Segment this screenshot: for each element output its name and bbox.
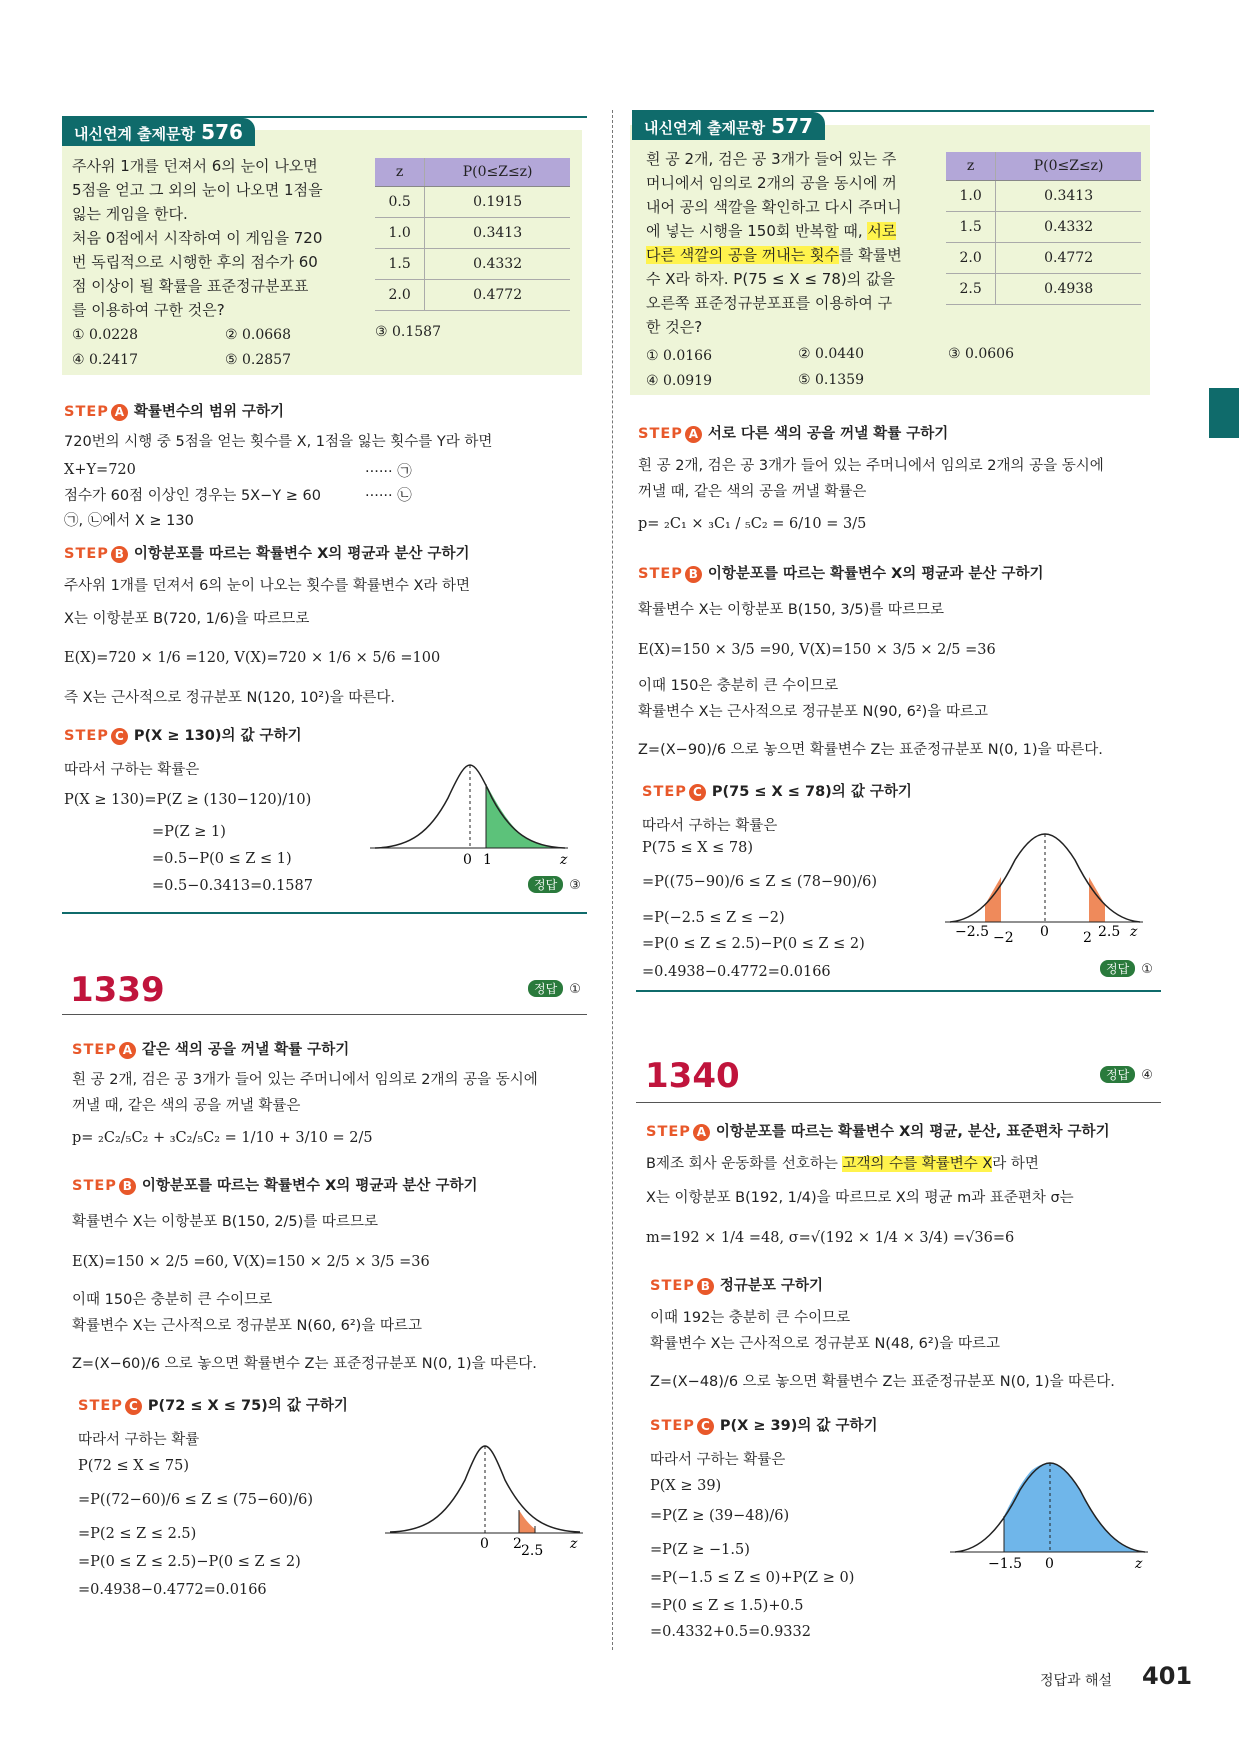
solution-line: 흰 공 2개, 검은 공 3개가 들어 있는 주머니에서 임의로 2개의 공을 동시에: [638, 458, 1104, 474]
problem-line: 처음 0점에서 시작하여 이 게임을 720: [72, 229, 323, 247]
step-a-1340: STEP A 이항분포를 따르는 확률변수 X의 평균, 분산, 표준편차 구하기: [646, 1124, 1110, 1140]
problem-577-tag: [632, 112, 825, 140]
axis-label: z: [1130, 924, 1138, 940]
step-c-1340: STEP C P(X ≥ 39)의 값 구하기: [650, 1418, 878, 1434]
table-header: z: [375, 158, 425, 187]
axis-label: −2.5: [955, 924, 989, 940]
z-table-577: [946, 152, 1141, 305]
solution-line: =P(−1.5 ≤ Z ≤ 0)+P(Z ≥ 0): [650, 1570, 855, 1586]
solution-line: p= ₂C₂/₅C₂ + ₃C₂/₅C₂ = 1/10 + 3/10 = 2/5: [72, 1130, 373, 1146]
problem-576-tag: [62, 118, 255, 146]
solution-number-1339: 1339: [70, 970, 165, 1010]
solution-line: 따라서 구하는 확률: [78, 1432, 200, 1448]
solution-line: B제조 회사 운동화를 선호하는 고객의 수를 확률변수 X라 하면: [646, 1156, 1039, 1172]
solution-line: 따라서 구하는 확률은: [650, 1452, 786, 1468]
axis-label: 2: [1083, 930, 1092, 945]
answer-1339: 정답 ①: [528, 980, 581, 997]
solution-line: 즉 X는 근사적으로 정규분포 N(120, 10²)을 따른다.: [64, 690, 396, 706]
solution-line: 꺼낼 때, 같은 색의 공을 꺼낼 확률은: [72, 1098, 301, 1114]
solution-line: =0.4938−0.4772=0.0166: [78, 1582, 267, 1598]
solution-line: X는 이항분포 B(720, 1/6)을 따르므로: [64, 611, 310, 627]
solution-note: ······ ㉠: [365, 464, 412, 480]
solution-line: 확률변수 X는 근사적으로 정규분포 N(48, 6²)을 따르고: [650, 1336, 1000, 1352]
solution-line: 이때 150은 충분히 큰 수이므로: [638, 678, 839, 694]
table-row: 1.0 0.3413: [946, 181, 1141, 212]
step-b-1340: STEP B 정규분포 구하기: [650, 1278, 823, 1294]
solution-line: =0.4938−0.4772=0.0166: [642, 964, 831, 980]
divider: [636, 990, 1161, 992]
table-row: 2.5 0.4938: [946, 274, 1141, 305]
choice-3: ③ 0.0606: [948, 346, 1014, 362]
problem-577-text: [646, 147, 926, 339]
solution-line: =P(−2.5 ≤ Z ≤ −2): [642, 910, 785, 926]
step-a-577: STEP A 서로 다른 색의 공을 꺼낼 확률 구하기: [638, 426, 949, 442]
solution-line: 이때 150은 충분히 큰 수이므로: [72, 1292, 273, 1308]
axis-label: 0: [1040, 924, 1049, 940]
solution-line: E(X)=150 × 2/5 =60, V(X)=150 × 2/5 × 3/5 =36: [72, 1254, 430, 1270]
footer-label: 정답과 해설: [1040, 1673, 1113, 1689]
normal-curve-1339: [385, 1440, 585, 1555]
solution-line: =P((72−60)/6 ≤ Z ≤ (75−60)/6): [78, 1492, 313, 1508]
problem-576-text: [72, 154, 342, 322]
solution-line: =0.5−P(0 ≤ Z ≤ 1): [152, 851, 292, 867]
choice-5: ⑤ 0.1359: [798, 372, 864, 388]
normal-curve-1340: [950, 1460, 1150, 1575]
choice-2: ② 0.0440: [798, 346, 864, 362]
table-header: P(0≤Z≤z): [425, 158, 570, 187]
axis-label: 2: [513, 1536, 522, 1552]
table-row: 1.5 0.4332: [375, 249, 570, 280]
shaded-region: [519, 1510, 535, 1533]
step-a-576: STEP A 확률변수의 범위 구하기: [64, 404, 285, 420]
step-b-1339: STEP B 이항분포를 따르는 확률변수 X의 평균과 분산 구하기: [72, 1178, 478, 1194]
solution-line: m=192 × 1/4 =48, σ=√(192 × 1/4 × 3/4) =√36=6: [646, 1230, 1015, 1246]
solution-line: 주사위 1개를 던져서 6의 눈이 나오는 횟수를 확률변수 X라 하면: [64, 578, 471, 594]
problem-line: 를 이용하여 구한 것은?: [72, 301, 225, 319]
problem-number: 577: [771, 114, 813, 138]
solution-line: 따라서 구하는 확률은: [64, 762, 200, 778]
problem-line: 잃는 게임을 한다.: [72, 205, 188, 223]
step-a-1339: STEP A 같은 색의 공을 꺼낼 확률 구하기: [72, 1042, 350, 1058]
solution-line: 흰 공 2개, 검은 공 3개가 들어 있는 주머니에서 임의로 2개의 공을 동시에: [72, 1072, 538, 1088]
solution-line: P(X ≥ 39): [650, 1478, 722, 1494]
solution-line: =P(0 ≤ Z ≤ 2.5)−P(0 ≤ Z ≤ 2): [78, 1554, 301, 1570]
page-number: 401: [1142, 1662, 1193, 1690]
axis-label: 1: [483, 852, 492, 868]
table-row: 2.0 0.4772: [946, 243, 1141, 274]
divider: [62, 1014, 587, 1015]
solution-line: =P(Z ≥ 1): [152, 824, 226, 840]
divider: [636, 1102, 1161, 1103]
solution-line: 꺼낼 때, 같은 색의 공을 꺼낼 확률은: [638, 484, 867, 500]
problem-line: 흰 공 2개, 검은 공 3개가 들어 있는 주: [646, 150, 897, 168]
problem-line: 내어 공의 색깔을 확인하고 다시 주머니: [646, 198, 902, 216]
problem-line: 에 넣는 시행을 150회 반복할 때, 서로: [646, 222, 897, 240]
axis-label: 0: [1045, 1556, 1054, 1572]
step-b-577: STEP B 이항분포를 따르는 확률변수 X의 평균과 분산 구하기: [638, 566, 1044, 582]
solution-line: ㉠, ㉡에서 X ≥ 130: [64, 513, 194, 529]
tag-rule: [632, 110, 1154, 112]
solution-line: Z=(X−48)/6 으로 놓으면 확률변수 Z는 표준정규분포 N(0, 1)을 따른다.: [650, 1374, 1115, 1390]
tag-label: 내신연계 출제문항: [74, 125, 196, 143]
axis-label: z: [560, 852, 568, 868]
solution-line: P(72 ≤ X ≤ 75): [78, 1458, 190, 1474]
axis-label: 2.5: [1098, 924, 1121, 940]
problem-line: 오른쪽 표준정규분포표를 이용하여 구: [646, 294, 893, 312]
shaded-region-left: [985, 877, 1001, 922]
table-header: z: [946, 152, 996, 181]
solution-line: p= ₂C₁ × ₃C₁ / ₅C₂ = 6/10 = 3/5: [638, 516, 867, 532]
solution-line: 따라서 구하는 확률은: [642, 818, 778, 834]
solution-line: 점수가 60점 이상인 경우는 5X−Y ≥ 60: [64, 488, 321, 504]
solution-line: =0.4332+0.5=0.9332: [650, 1624, 811, 1640]
problem-line: 수 X라 하자. P(75 ≤ X ≤ 78)의 값을: [646, 270, 895, 288]
answer-1340: 정답 ④: [1100, 1066, 1153, 1083]
solution-line: =P(2 ≤ Z ≤ 2.5): [78, 1526, 197, 1542]
solution-note: ······ ㉡: [365, 488, 412, 504]
chapter-edge-tab: [1209, 388, 1239, 438]
z-table-576: [375, 158, 570, 311]
tag-rule: [62, 116, 587, 118]
table-row: 1.5 0.4332: [946, 212, 1141, 243]
solution-line: =P(Z ≥ (39−48)/6): [650, 1508, 790, 1524]
table-row: 0.5 0.1915: [375, 187, 570, 218]
solution-line: 확률변수 X는 근사적으로 정규분포 N(90, 6²)을 따르고: [638, 704, 988, 720]
step-c-1339: STEP C P(72 ≤ X ≤ 75)의 값 구하기: [78, 1398, 348, 1414]
divider: [62, 912, 587, 914]
shaded-region: [1004, 1463, 1145, 1552]
problem-number: 576: [201, 120, 243, 144]
tag-label: 내신연계 출제문항: [644, 119, 766, 137]
choice-4: ④ 0.2417: [72, 352, 138, 368]
table-header: P(0≤Z≤z): [996, 152, 1141, 181]
axis-label: 0: [480, 1536, 489, 1552]
axis-label: −1.5: [988, 1556, 1022, 1572]
problem-line: 점 이상이 될 확률을 표준정규분포표: [72, 277, 309, 295]
solution-line: X는 이항분포 B(192, 1/4)을 따르므로 X의 평균 m과 표준편차 σ는: [646, 1190, 1074, 1206]
choice-2: ② 0.0668: [225, 327, 291, 343]
shaded-region: [486, 784, 556, 848]
axis-label: 0: [463, 852, 472, 868]
problem-line: 주사위 1개를 던져서 6의 눈이 나오면: [72, 157, 318, 175]
solution-line: Z=(X−90)/6 으로 놓으면 확률변수 Z는 표준정규분포 N(0, 1)을 따른다.: [638, 742, 1103, 758]
solution-line: =P(0 ≤ Z ≤ 2.5)−P(0 ≤ Z ≤ 2): [642, 936, 865, 952]
answer-576: 정답 ③: [528, 876, 581, 893]
solution-line: =P((75−90)/6 ≤ Z ≤ (78−90)/6): [642, 874, 877, 890]
problem-line: 5점을 얻고 그 외의 눈이 나오면 1점을: [72, 181, 323, 199]
column-separator: [612, 110, 613, 1650]
axis-label: −2: [993, 930, 1014, 945]
solution-line: =P(Z ≥ −1.5): [650, 1542, 750, 1558]
problem-line: 한 것은?: [646, 318, 703, 336]
normal-curve-577: [945, 830, 1145, 945]
step-b-576: STEP B 이항분포를 따르는 확률변수 X의 평균과 분산 구하기: [64, 546, 470, 562]
solution-line: =0.5−0.3413=0.1587: [152, 878, 313, 894]
problem-line: 머니에서 임의로 2개의 공을 동시에 꺼: [646, 174, 897, 192]
solution-line: =P(0 ≤ Z ≤ 1.5)+0.5: [650, 1598, 804, 1614]
problem-line: 번 독립적으로 시행한 후의 점수가 60: [72, 253, 318, 271]
problem-line: 다른 색깔의 공을 꺼내는 횟수를 확률변: [646, 246, 902, 264]
shaded-region-right: [1089, 877, 1105, 922]
solution-line: X+Y=720: [64, 462, 136, 478]
solution-line: 확률변수 X는 이항분포 B(150, 2/5)를 따르므로: [72, 1214, 378, 1230]
choice-1: ① 0.0228: [72, 327, 138, 343]
solution-line: P(X ≥ 130)=P(Z ≥ (130−120)/10): [64, 792, 312, 808]
normal-curve-576: [370, 760, 570, 870]
axis-label: 2.5: [521, 1543, 544, 1555]
choice-4: ④ 0.0919: [646, 373, 712, 389]
solution-line: 이때 192는 충분히 큰 수이므로: [650, 1310, 851, 1326]
solution-line: E(X)=150 × 3/5 =90, V(X)=150 × 3/5 × 2/5 =36: [638, 642, 996, 658]
choice-1: ① 0.0166: [646, 348, 712, 364]
choice-5: ⑤ 0.2857: [225, 352, 291, 368]
step-c-577: STEP C P(75 ≤ X ≤ 78)의 값 구하기: [642, 784, 912, 800]
step-c-576: STEP C P(X ≥ 130)의 값 구하기: [64, 728, 302, 744]
solution-line: Z=(X−60)/6 으로 놓으면 확률변수 Z는 표준정규분포 N(0, 1)을 따른다.: [72, 1356, 537, 1372]
table-row: 2.0 0.4772: [375, 280, 570, 311]
solution-line: E(X)=720 × 1/6 =120, V(X)=720 × 1/6 × 5/6 =100: [64, 650, 441, 666]
solution-line: P(75 ≤ X ≤ 78): [642, 840, 754, 856]
solution-number-1340: 1340: [645, 1056, 740, 1096]
table-row: 1.0 0.3413: [375, 218, 570, 249]
solution-line: 720번의 시행 중 5점을 얻는 횟수를 X, 1점을 잃는 횟수를 Y라 하면: [64, 434, 493, 450]
solution-line: 확률변수 X는 이항분포 B(150, 3/5)를 따르므로: [638, 602, 944, 618]
axis-label: z: [1135, 1556, 1143, 1572]
axis-label: z: [570, 1536, 578, 1552]
solution-line: 확률변수 X는 근사적으로 정규분포 N(60, 6²)을 따르고: [72, 1318, 422, 1334]
choice-3: ③ 0.1587: [375, 324, 441, 340]
answer-577: 정답 ①: [1100, 960, 1153, 977]
